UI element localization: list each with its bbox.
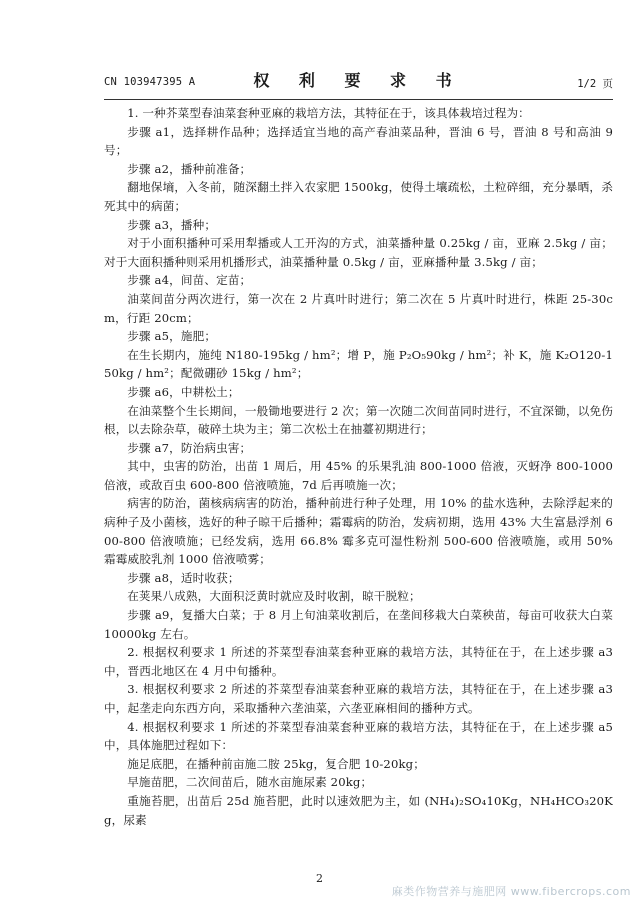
claim-paragraph: 步骤 a4，间苗、定苗；	[127, 273, 252, 288]
claim-paragraph: 在油菜整个生长期间，一般锄地要进行 2 次；第一次随二次间苗同时进行，不宜深锄，以免伤根，以去除杂草，破碎土块为主；第二次松土在抽薹初期进行；	[104, 403, 613, 437]
claim-paragraph: 步骤 a1，选择耕作品种；选择适宜当地的高产春油菜品种，晋油 6 号，晋油 8 号和高油 9 号；	[104, 124, 613, 158]
claim-paragraph: 施足底肥，在播种前亩施二胺 25kg，复合肥 10-20kg；	[127, 756, 425, 771]
claim-paragraph: 1. 一种芥菜型春油菜套种亚麻的栽培方法，其特征在于，该具体栽培过程为：	[127, 106, 530, 120]
claim-paragraph: 其中，虫害的防治，出苗 1 周后，用 45% 的乐果乳油 800-1000 倍液，灭蚜净 800-1000 倍液，或敌百虫 600-800 倍液喷施，7d 后再喷施一次；	[104, 459, 613, 492]
claim-paragraph: 2. 根据权利要求 1 所述的芥菜型春油菜套种亚麻的栽培方法，其特征在于，在上述步骤 a3 中，晋西北地区在 4 月中旬播种。	[104, 645, 613, 678]
claim-paragraph: 步骤 a9，复播大白菜；于 8 月上旬油菜收割后，在垄间移栽大白菜秧苗，每亩可收获大白菜 10000kg 左右。	[104, 608, 613, 641]
page-title: 权 利 要 求 书	[253, 71, 464, 90]
claim-paragraph: 油菜间苗分两次进行，第一次在 2 片真叶时进行；第二次在 5 片真叶时进行，株距 25-30cm，行距 20cm；	[104, 291, 613, 325]
claim-paragraph: 重施苔肥，出苗后 25d 施苔肥，此时以速效肥为主，如 (NH₄)₂SO₄10Kg，NH₄HCO₃20Kg，尿素	[104, 793, 613, 827]
site-watermark: 麻类作物营养与施肥网 www.fibercrops.com	[391, 885, 631, 898]
claim-paragraph: 对于小面积播种可采用犁播或人工开沟的方式，油菜播种量 0.25kg / 亩，亚麻 2.5kg / 亩；对于大面积播种则采用机播形式，油菜播种量 0.5kg / 亩，亚麻播种量 3.5kg / 亩；	[104, 236, 613, 269]
claim-paragraph: 早施苗肥，二次间苗后，随水亩施尿素 20kg；	[127, 775, 373, 790]
claim-paragraph: 步骤 a8，适时收获；	[127, 570, 240, 585]
claim-paragraph: 步骤 a6，中耕松土；	[127, 384, 240, 399]
claim-paragraph: 步骤 a7，防治病虫害；	[127, 440, 252, 455]
claim-paragraph: 步骤 a5，施肥；	[127, 329, 217, 344]
claim-paragraph: 翻地保墒，入冬前，随深翻土拌入农家肥 1500kg，使得土壤疏松，土粒碎细，充分暴晒，杀死其中的病菌；	[104, 180, 613, 213]
claim-paragraph: 4. 根据权利要求 1 所述的芥菜型春油菜套种亚麻的栽培方法，其特征在于，在上述步骤 a5 中，具体施肥过程如下：	[104, 719, 613, 753]
claim-paragraph: 病害的防治，菌核病病害的防治，播种前进行种子处理，用 10% 的盐水选种，去除浮起来的病种子及小菌核，选好的种子晾干后播种；霜霉病的防治，发病初期，选用 43% 大生富悬浮剂 600-800 倍液喷施；已经发病，选用 66.8% 霉多克可湿性粉剂 500-600 倍液喷施，或用 50% 霜霉威胶乳剂 1000 倍液喷雾；	[104, 496, 613, 567]
claim-paragraph: 3. 根据权利要求 2 所述的芥菜型春油菜套种亚麻的栽培方法，其特征在于，在上述步骤 a3 中，起垄走向东西方向，采取播种六垄油菜，六垄亚麻相间的播种方式。	[104, 682, 613, 715]
claims-body	[104, 104, 613, 829]
claim-paragraph: 在荚果八成熟，大面积泛黄时就应及时收割，晾干脱粒；	[127, 589, 421, 604]
page-reference: 1/2 页	[577, 78, 613, 90]
header-divider	[104, 99, 613, 100]
claim-paragraph: 步骤 a3，播种；	[127, 217, 217, 232]
publication-number: CN 103947395 A	[104, 76, 196, 88]
claim-paragraph: 步骤 a2，播种前准备；	[127, 161, 252, 176]
claim-paragraph: 在生长期内，施纯 N180-195kg / hm²；增 P，施 P₂O₅90kg / hm²；补 K，施 K₂O120-150kg / hm²；配微硼砂 15kg / hm²；	[104, 347, 613, 381]
page-header	[104, 68, 613, 98]
page-number: 2	[316, 872, 323, 885]
